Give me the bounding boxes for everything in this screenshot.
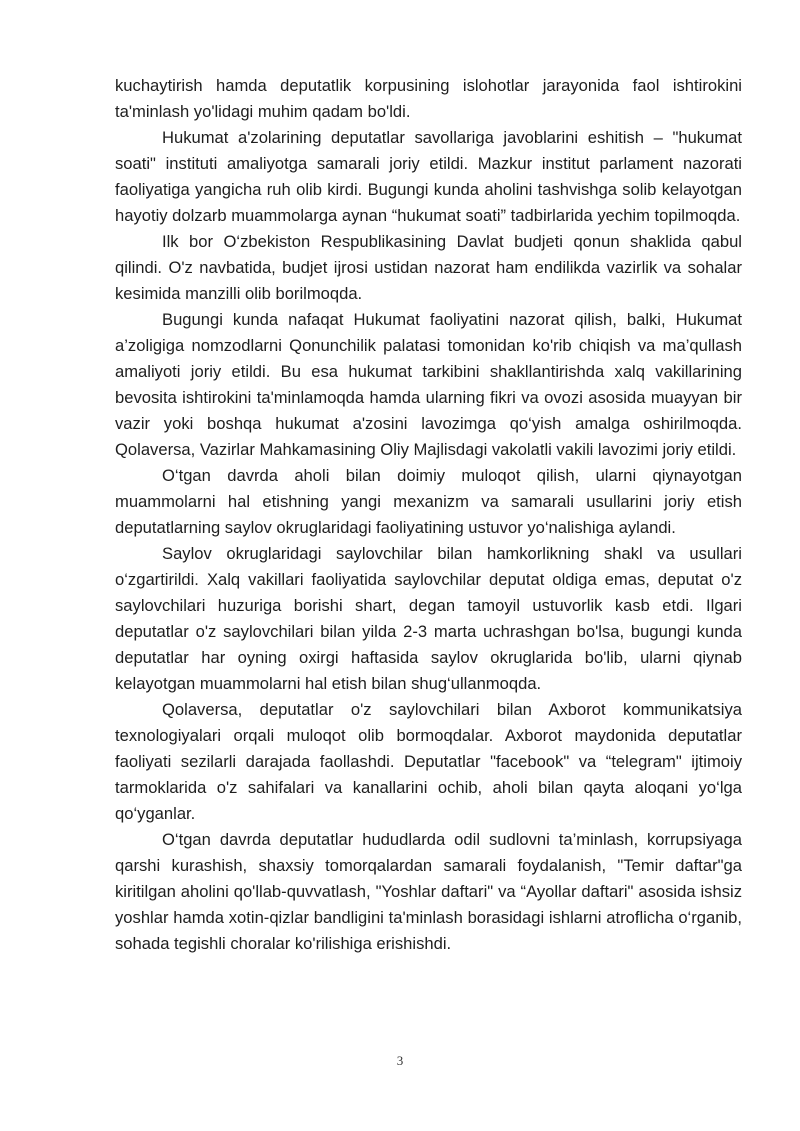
- paragraph-davlat-budjeti: Ilk bor O‘zbekiston Respublikasining Davlat budjeti qonun shaklida qabul qilindi. O'z navbatida, budjet ijrosi ustidan nazorat ham endilikda vazirlik va sohalar kesimida manzilli olib borilmoqda.: [115, 232, 742, 303]
- paragraph-continuation: kuchaytirish hamda deputatlik korpusining islohotlar jarayonida faol ishtirokini ta'minlash yo'lidagi muhim qadam bo'ldi.: [115, 76, 742, 121]
- paragraph-hukumat-soati: Hukumat a'zolarining deputatlar savollariga javoblarini eshitish – "hukumat soati" instituti amaliyotga samarali joriy etildi. Mazkur institut parlament nazorati faoliyatiga yangicha ruh olib kirdi. Bugungi kunda aholini tashvishga solib kelayotgan hayotiy dolzarb muammolarga aynan “hukumat soati” tadbirlarida yechim topilmoqda.: [115, 128, 742, 225]
- paragraph-saylov-okruglari: Saylov okruglaridagi saylovchilar bilan hamkorlikning shakl va usullari o‘zgartirildi. Xalq vakillari faoliyatida saylovchilar deputat oldiga emas, deputat o'z saylovchilari huzuriga borishi shart, degan tamoyil ustuvorlik kasb etdi. Ilgari deputatlar o'z saylovchilari bilan yilda 2-3 marta uchrashgan bo'lsa, bugungi kunda deputatlar har oyning oxirgi haftasida saylov okruglarida bo'lib, ularni qiynab kelayotgan muammolarni hal etish bilan shug‘ullanmoqda.: [115, 544, 742, 693]
- page-number: 3: [396, 1053, 404, 1068]
- paragraph-axborot-texnologiyalari: Qolaversa, deputatlar o'z saylovchilari bilan Axborot kommunikatsiya texnologiyalari orqali muloqot olib bormoqdalar. Axborot maydonida deputatlar faoliyati sezilarli darajada faollashdi. Deputatlar "facebook" va “telegram" ijtimoiy tarmoklarida o'z sahifalari va kanallarini ochib, aholi bilan qayta aloqani yo‘lga qo‘yganlar.: [115, 700, 742, 823]
- paragraph-hukumat-nazorati: Bugungi kunda nafaqat Hukumat faoliyatini nazorat qilish, balki, Hukumat a’zoligiga nomzodlarni Qonunchilik palatasi tomonidan ko'rib chiqish va ma’qullash amaliyoti joriy etildi. Bu esa hukumat tarkibini shakllantirishda xalq vakillarining bevosita ishtirokini ta'minlamoqda hamda ularning fikri va ovozi asosida muayyan bir vazir yoki boshqa hukumat a'zosini lavozimga qo‘yish amalga oshirilmoqda. Qolaversa, Vazirlar Mahkamasining Oliy Majlisdagi vakolatli vakili lavozimi joriy etildi.: [115, 310, 742, 459]
- paragraph-hududlarda-faoliyat: O‘tgan davrda deputatlar hududlarda odil sudlovni ta’minlash, korrupsiyaga qarshi kurashish, shaxsiy tomorqalardan samarali foydalanish, "Temir daftar"ga kiritilgan aholini qo'llab-quvvatlash, "Yoshlar daftari" va “Ayollar daftari" asosida ishsiz yoshlar hamda xotin-qizlar bandligini ta'minlash borasidagi ishlarni atroflicha o‘rganib, sohada tegishli choralar ko'rilishiga erishishdi.: [115, 830, 742, 953]
- document-body: [115, 73, 742, 957]
- paragraph-aholi-muloqot: O‘tgan davrda aholi bilan doimiy muloqot qilish, ularni qiynayotgan muammolarni hal etishning yangi mexanizm va samarali usullarini joriy etish deputatlarning saylov okruglaridagi faoliyatining ustuvor yo‘nalishiga aylandi.: [115, 466, 742, 537]
